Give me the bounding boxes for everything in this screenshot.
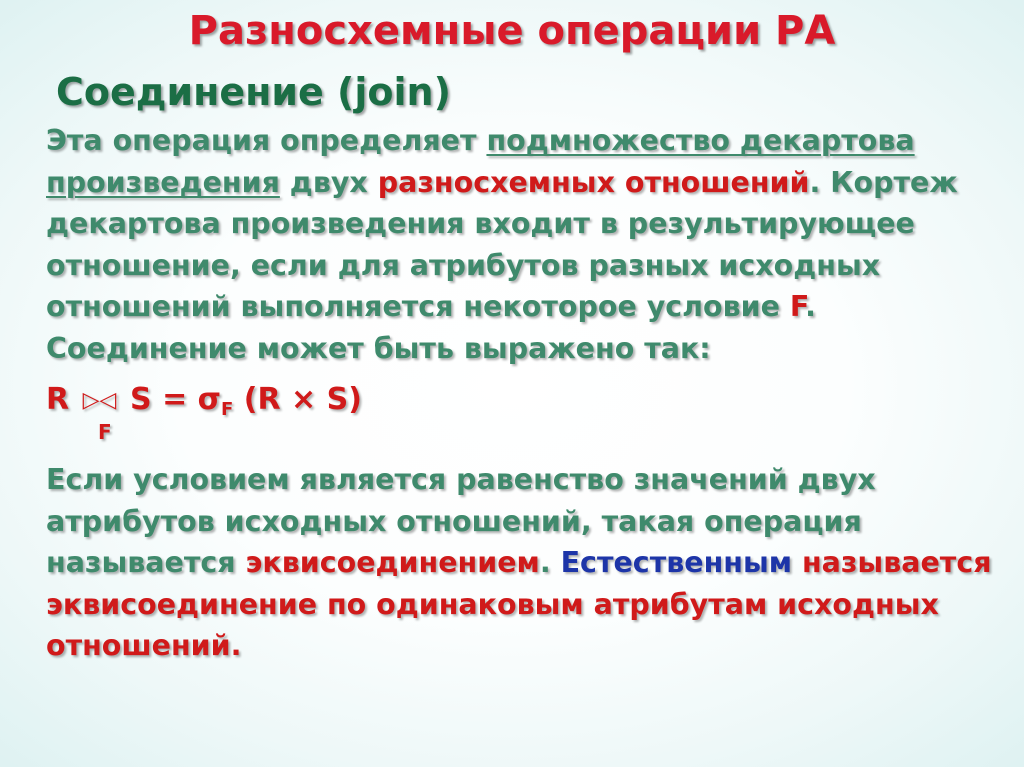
equijoin-paragraph xyxy=(46,459,1018,667)
sigma-symbol: σ xyxy=(197,382,222,417)
definition-text-4: . xyxy=(805,290,816,323)
underlined-cartesian-subset: подмножество декартова xyxy=(486,124,915,157)
equijoin-text-1: Если условием является равенство значений двух атрибутов исходных отношений, такая операция называется xyxy=(46,463,876,579)
join-formula xyxy=(46,382,362,444)
underlined-product: произведения xyxy=(46,165,280,199)
sigma-subscript: F xyxy=(221,399,234,420)
formula-middle: S = xyxy=(130,382,198,417)
equijoin-text-2: . xyxy=(539,546,561,579)
definition-text-1: Эта операция определяет xyxy=(46,124,487,157)
definition-text-5: Соединение может быть выражено так: xyxy=(46,331,711,365)
highlight-condition-f: F xyxy=(789,290,806,323)
join-symbol-icon: ▷◁ xyxy=(82,388,117,413)
slide-title: Разносхемные операции РА xyxy=(188,8,836,54)
section-subtitle: Соединение (join) xyxy=(56,70,451,114)
highlight-natural-definition: называется эквисоединение по одинаковым атрибутам исходных отношений. xyxy=(46,546,992,662)
formula-right: (R × S) xyxy=(233,382,362,417)
highlight-heterogeneous-relations: разносхемных отношений xyxy=(377,165,810,199)
formula-left-relation: R xyxy=(46,382,70,417)
join-subscript: F xyxy=(98,420,112,444)
highlight-natural: Естественным xyxy=(560,546,793,579)
definition-text-2: двух xyxy=(279,165,378,199)
definition-paragraph xyxy=(46,120,1018,369)
highlight-equijoin: эквисоединением xyxy=(245,546,540,579)
definition-text-3: . Кортеж декартова произведения входит в результирующее отношение, если для атрибутов разных исходных отношений выполняется некоторое условие xyxy=(46,165,958,323)
